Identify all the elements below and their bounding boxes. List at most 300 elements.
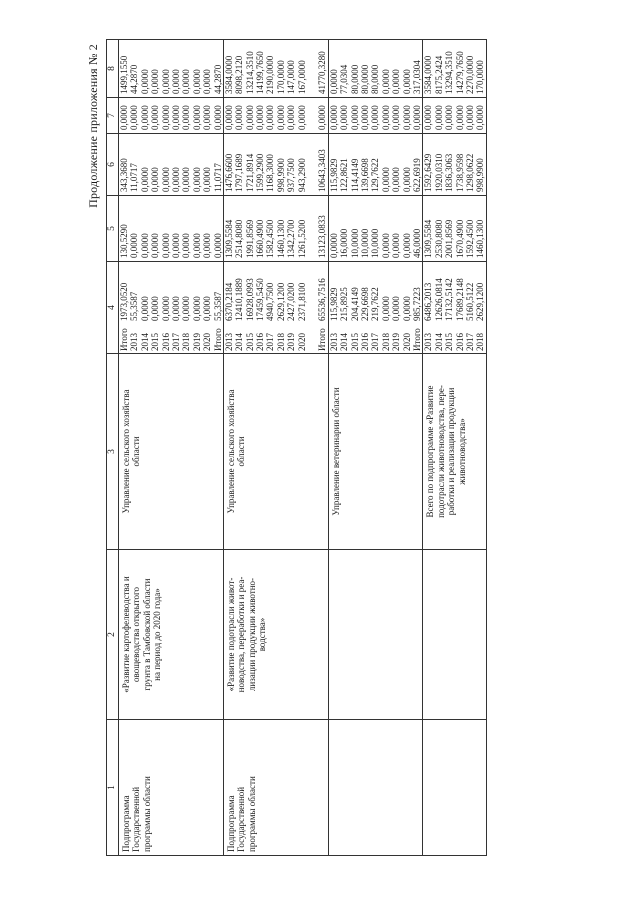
value: 130,5290 [119, 224, 129, 258]
year-total-line [192, 262, 202, 351]
value: 0,0000 [391, 69, 402, 94]
value: 13123,0833 [317, 215, 328, 258]
value: 0,0000 [391, 105, 402, 130]
value: 3584,0000 [423, 55, 434, 94]
total-value: 6370,2184 [223, 282, 234, 321]
value: 0,0000 [202, 233, 213, 258]
value: 0,0000 [181, 105, 192, 130]
total-value: 204,4149 [349, 287, 360, 321]
year-label: 2015 [150, 333, 161, 351]
total-value: 12410,1889 [234, 278, 245, 321]
value: 1797,1689 [234, 153, 245, 192]
year-value-cell [223, 262, 328, 354]
value: 0,0000 [433, 105, 444, 130]
value: 2270,0000 [464, 55, 475, 94]
value: 0,0000 [150, 105, 161, 130]
year-total-line [434, 262, 444, 351]
value: 0,0000 [234, 105, 245, 130]
value: 14199,7650 [255, 51, 266, 94]
value: 0,0000 [202, 69, 213, 94]
year-total-line [119, 262, 129, 351]
value: 170,0000 [275, 60, 286, 94]
value: 317,0304 [411, 60, 422, 94]
year-label: 2014 [139, 333, 150, 351]
year-label: 2014 [234, 333, 245, 351]
value-column-8 [119, 40, 224, 98]
value: 2514,8080 [234, 219, 245, 258]
budget-table [106, 39, 487, 856]
header-cell-2: 2 [107, 550, 119, 720]
year-total-line [202, 262, 212, 351]
year-total-line [286, 262, 296, 351]
program-type-cell [328, 720, 423, 856]
value: 0,0000 [181, 69, 192, 94]
year-label: 2016 [255, 333, 266, 351]
value: 1738,9598 [454, 153, 465, 192]
value: 80,0000 [359, 64, 370, 94]
value: 0,0000 [380, 69, 391, 94]
year-label: 2020 [202, 333, 213, 351]
value: 1168,3000 [265, 154, 276, 192]
executor-text: Всего по подпрограмме «Развитие подотрасли животноводства, пере- работки и реализации продукции животноводства» [425, 385, 467, 518]
value-column-6 [328, 134, 423, 196]
value: 943,2900 [296, 158, 307, 192]
year-total-line [423, 262, 433, 351]
value: 0,0000 [475, 105, 486, 130]
total-value: 17132,5142 [444, 278, 455, 321]
program-name-text: «Развитие подотрасли живот- новодства, переработки и реа- лизации продукции животно- водства» [225, 576, 268, 693]
value: 2190,0000 [265, 55, 276, 94]
value: 80,0000 [349, 64, 360, 94]
total-value: 1973,0520 [119, 282, 129, 321]
value: 0,0000 [202, 167, 213, 192]
total-value: 2629,1200 [275, 282, 286, 321]
value: 0,0000 [401, 69, 412, 94]
value: 0,0000 [454, 105, 465, 130]
value: 0,0000 [191, 233, 202, 258]
value-column-5 [328, 196, 423, 262]
appendix-caption: Продолжение приложения № 2 [86, 44, 100, 208]
year-total-line [224, 262, 234, 351]
value: 1920,0310 [433, 153, 444, 192]
total-value: 12626,0814 [433, 278, 444, 321]
value: 10,0000 [349, 228, 360, 258]
value: 0,0000 [160, 105, 171, 130]
value: 0,0000 [391, 167, 402, 192]
value: 2001,8569 [444, 219, 455, 258]
value: 0,0000 [359, 105, 370, 130]
executor-text: Управление сельского хозяйства области [225, 389, 247, 514]
value: 0,0000 [139, 233, 150, 258]
value-column-8 [223, 40, 328, 98]
year-value-cell [328, 262, 423, 354]
row-gap [307, 196, 317, 258]
value: 0,0000 [150, 69, 161, 94]
program-name-cell [328, 550, 423, 720]
row-gap [307, 40, 317, 94]
value-column-7 [223, 98, 328, 134]
value: 0,0000 [160, 233, 171, 258]
value: 114,4149 [349, 158, 360, 192]
total-value: 17459,5450 [255, 278, 266, 321]
total-value: 219,7622 [370, 287, 381, 321]
value-column-6 [223, 134, 328, 196]
value: 0,0000 [160, 167, 171, 192]
year-total-line [171, 262, 181, 351]
year-total-line [475, 262, 485, 351]
value: 1582,4500 [265, 219, 276, 258]
value: 147,0000 [286, 60, 297, 94]
total-value: 115,9829 [328, 287, 339, 321]
year-label: 2013 [328, 333, 339, 351]
row-gap [307, 98, 317, 130]
program-name-cell [223, 550, 328, 720]
value: 0,0000 [129, 233, 140, 258]
value: 0,0000 [170, 233, 181, 258]
year-total-line [317, 262, 327, 351]
total-value: 65536,7516 [317, 278, 328, 321]
value: 0,0000 [119, 105, 129, 130]
year-value-cell [423, 262, 486, 354]
header-cell-5: 5 [107, 196, 119, 262]
year-total-line [129, 262, 139, 351]
value: 129,7622 [370, 158, 381, 192]
year-total-line [465, 262, 475, 351]
total-value: 0,0000 [139, 296, 150, 321]
value: 10,0000 [359, 228, 370, 258]
year-total-line [391, 262, 401, 351]
value-column-5 [423, 196, 486, 262]
executor-text: Управление ветеринарии области [330, 387, 341, 516]
value: 0,0000 [181, 233, 192, 258]
year-total-line [255, 262, 265, 351]
header-cell-7: 7 [107, 98, 119, 134]
value: 0,0000 [139, 105, 150, 130]
value: 170,0000 [475, 60, 486, 94]
row-gap [307, 262, 317, 351]
value: 0,0000 [339, 105, 350, 130]
value: 0,0000 [328, 233, 339, 258]
value: 0,0000 [181, 167, 192, 192]
value: 1721,8914 [244, 153, 255, 192]
year-label: 2013 [223, 333, 234, 351]
year-label: Итого [411, 328, 422, 351]
value-column-5 [223, 196, 328, 262]
value: 80,0000 [370, 64, 381, 94]
value: 13294,3510 [444, 51, 455, 94]
value: 1660,4900 [255, 219, 266, 258]
value-column-7 [328, 98, 423, 134]
year-label: 2018 [275, 333, 286, 351]
year-total-line [245, 262, 255, 351]
year-total-line [455, 262, 465, 351]
program-type-cell [119, 720, 224, 856]
value: 0,0000 [139, 167, 150, 192]
value: 3584,0000 [223, 55, 234, 94]
value: 115,9829 [328, 158, 339, 192]
value: 16,0000 [339, 228, 350, 258]
year-total-line [412, 262, 422, 351]
total-value: 0,0000 [401, 296, 412, 321]
value: 0,0000 [380, 167, 391, 192]
total-value: 215,8925 [339, 287, 350, 321]
executor-cell [223, 354, 328, 550]
value: 0,0000 [170, 105, 181, 130]
year-label: 2014 [433, 333, 444, 351]
value: 0,0000 [401, 233, 412, 258]
value: 0,0000 [411, 105, 422, 130]
total-value: 17689,2148 [454, 278, 465, 321]
program-type-text: Подпрограмма Государственной программы области [121, 776, 152, 852]
value: 0,0000 [370, 105, 381, 130]
value: 0,0000 [317, 105, 328, 130]
year-value-cell [119, 262, 224, 354]
value: 0,0000 [349, 105, 360, 130]
value: 14279,7650 [454, 51, 465, 94]
year-label: 2020 [296, 333, 307, 351]
value: 2530,8080 [433, 219, 444, 258]
value: 0,0000 [244, 105, 255, 130]
value: 77,0304 [339, 64, 350, 94]
value: 0,0000 [380, 233, 391, 258]
value: 998,9900 [475, 158, 486, 192]
total-value: 0,0000 [170, 296, 181, 321]
value: 139,6698 [359, 158, 370, 192]
value: 11,0717 [129, 163, 140, 192]
year-total-line [181, 262, 191, 351]
executor-cell [119, 354, 224, 550]
program-type-text: Подпрограмма Государственной программы области [225, 776, 257, 852]
value: 0,0000 [223, 105, 234, 130]
value: 0,0000 [170, 167, 181, 192]
year-label: Итого [119, 328, 129, 351]
value: 0,0000 [380, 105, 391, 130]
year-label: 2018 [181, 333, 192, 351]
executor-cell [423, 354, 486, 550]
row-gap [307, 134, 317, 192]
year-total-line [339, 262, 349, 351]
value-column-5 [119, 196, 224, 262]
year-label: 2017 [265, 333, 276, 351]
value: 0,0000 [265, 105, 276, 130]
year-total-line [150, 262, 160, 351]
value: 1476,6600 [223, 153, 234, 192]
total-value: 0,0000 [391, 296, 402, 321]
header-cell-1: 1 [107, 720, 119, 856]
program-name-cell [423, 550, 486, 720]
value: 0,0000 [328, 69, 339, 94]
total-value: 5160,5122 [464, 282, 475, 321]
value: 0,0000 [328, 105, 339, 130]
executor-text: Управление сельского хозяйства области [121, 389, 142, 514]
value: 1991,8569 [244, 219, 255, 258]
year-total-line [161, 262, 171, 351]
value: 0,0000 [191, 105, 202, 130]
value: 8175,2424 [433, 55, 444, 94]
value: 1670,4900 [454, 219, 465, 258]
program-type-cell [223, 720, 328, 856]
year-label: 2013 [423, 333, 434, 351]
value: 0,0000 [212, 105, 223, 130]
table-row [119, 40, 224, 856]
value: 0,0000 [160, 69, 171, 94]
value: 122,8621 [339, 158, 350, 192]
year-label: 2014 [339, 333, 350, 351]
value-column-7 [423, 98, 486, 134]
year-label: Итого [212, 328, 223, 351]
value: 0,0000 [275, 105, 286, 130]
year-total-line [276, 262, 286, 351]
year-label: Итого [317, 328, 328, 351]
value: 1342,2700 [286, 219, 297, 258]
year-label: 2016 [160, 333, 171, 351]
total-value: 4940,7500 [265, 282, 276, 321]
total-value: 16928,0993 [244, 278, 255, 321]
year-total-line [402, 262, 412, 351]
value: 0,0000 [212, 233, 223, 258]
total-value: 6486,2013 [423, 282, 434, 321]
year-label: 2015 [444, 333, 455, 351]
value: 1599,2900 [255, 153, 266, 192]
year-total-line [234, 262, 244, 351]
value: 0,0000 [202, 105, 213, 130]
header-cell-3: 3 [107, 354, 119, 550]
value: 10643,3403 [317, 149, 328, 192]
value: 0,0000 [464, 105, 475, 130]
value-column-7 [119, 98, 224, 134]
value: 0,0000 [139, 69, 150, 94]
total-value: 2629,1200 [475, 282, 486, 321]
value: 0,0000 [286, 105, 297, 130]
value: 0,0000 [423, 105, 434, 130]
year-label: 2016 [359, 333, 370, 351]
year-label: 2019 [391, 333, 402, 351]
program-type-cell [423, 720, 486, 856]
value: 1460,1300 [275, 219, 286, 258]
value: 41770,3280 [317, 51, 328, 94]
year-total-line [297, 262, 307, 351]
year-label: 2020 [401, 333, 412, 351]
program-name-text: «Развитие картофелеводства и овощеводства открытого грунта в Тамбовской области на период до 2020 года» [121, 576, 163, 693]
year-label: 2013 [129, 333, 140, 351]
value: 0,0000 [150, 233, 161, 258]
header-cell-8: 8 [107, 40, 119, 98]
year-total-line [350, 262, 360, 351]
table-row [423, 40, 486, 856]
year-label: 2016 [454, 333, 465, 351]
value: 1460,1300 [475, 219, 486, 258]
value: 0,0000 [444, 105, 455, 130]
total-value: 985,7223 [411, 287, 422, 321]
value: 0,0000 [391, 233, 402, 258]
program-name-cell [119, 550, 224, 720]
value: 44,2870 [129, 64, 140, 94]
value-column-6 [423, 134, 486, 196]
year-label: 2015 [244, 333, 255, 351]
value: 46,0000 [411, 228, 422, 258]
table-body [119, 40, 487, 856]
value: 0,0000 [255, 105, 266, 130]
total-value: 0,0000 [160, 296, 171, 321]
value-column-8 [423, 40, 486, 98]
year-label: 2018 [380, 333, 391, 351]
table-row [328, 40, 423, 856]
value: 0,0000 [129, 105, 140, 130]
year-total-line [329, 262, 339, 351]
year-total-line [360, 262, 370, 351]
value: 44,2870 [212, 64, 223, 94]
header-row [107, 40, 119, 856]
year-label: 2017 [170, 333, 181, 351]
year-total-line [140, 262, 150, 351]
value: 1298,0622 [464, 153, 475, 192]
total-value: 2371,8100 [296, 282, 307, 321]
value: 0,0000 [296, 105, 307, 130]
value-column-8 [328, 40, 423, 98]
year-label: 2017 [464, 333, 475, 351]
year-label: 2015 [349, 333, 360, 351]
total-value: 229,6698 [359, 287, 370, 321]
total-value: 0,0000 [181, 296, 192, 321]
total-value: 55,3587 [129, 291, 140, 321]
header-cell-4: 4 [107, 262, 119, 354]
total-value: 55,3587 [212, 291, 223, 321]
total-value: 2427,0200 [286, 282, 297, 321]
year-total-line [370, 262, 380, 351]
total-value: 0,0000 [191, 296, 202, 321]
total-value: 0,0000 [202, 296, 213, 321]
value: 0,0000 [401, 167, 412, 192]
value: 343,3680 [119, 158, 129, 192]
value: 0,0000 [170, 69, 181, 94]
value: 1261,5200 [296, 219, 307, 258]
year-total-line [381, 262, 391, 351]
value: 622,6919 [411, 158, 422, 192]
rotated-sheet [86, 40, 614, 856]
value: 1309,5584 [223, 219, 234, 258]
value: 0,0000 [401, 105, 412, 130]
value: 998,9900 [275, 158, 286, 192]
total-value: 0,0000 [380, 296, 391, 321]
value: 0,0000 [150, 167, 161, 192]
total-value: 0,0000 [150, 296, 161, 321]
value: 937,7500 [286, 158, 297, 192]
value: 1592,4500 [464, 219, 475, 258]
value: 13214,3510 [244, 51, 255, 94]
value: 1309,5584 [423, 219, 434, 258]
value: 167,0000 [296, 60, 307, 94]
value: 1592,6429 [423, 153, 434, 192]
value: 8098,2120 [234, 55, 245, 94]
year-total-line [265, 262, 275, 351]
value: 0,0000 [191, 69, 202, 94]
header-cell-6: 6 [107, 134, 119, 196]
value: 10,0000 [370, 228, 381, 258]
year-total-line [213, 262, 223, 351]
value: 11,0717 [212, 163, 223, 192]
year-total-line [444, 262, 454, 351]
year-label: 2018 [475, 333, 486, 351]
value: 0,0000 [191, 167, 202, 192]
table-row [223, 40, 328, 856]
value-column-6 [119, 134, 224, 196]
value: 1836,3063 [444, 153, 455, 192]
year-label: 2017 [370, 333, 381, 351]
executor-cell [328, 354, 423, 550]
year-label: 2019 [191, 333, 202, 351]
year-label: 2019 [286, 333, 297, 351]
value: 1499,1550 [119, 55, 129, 94]
